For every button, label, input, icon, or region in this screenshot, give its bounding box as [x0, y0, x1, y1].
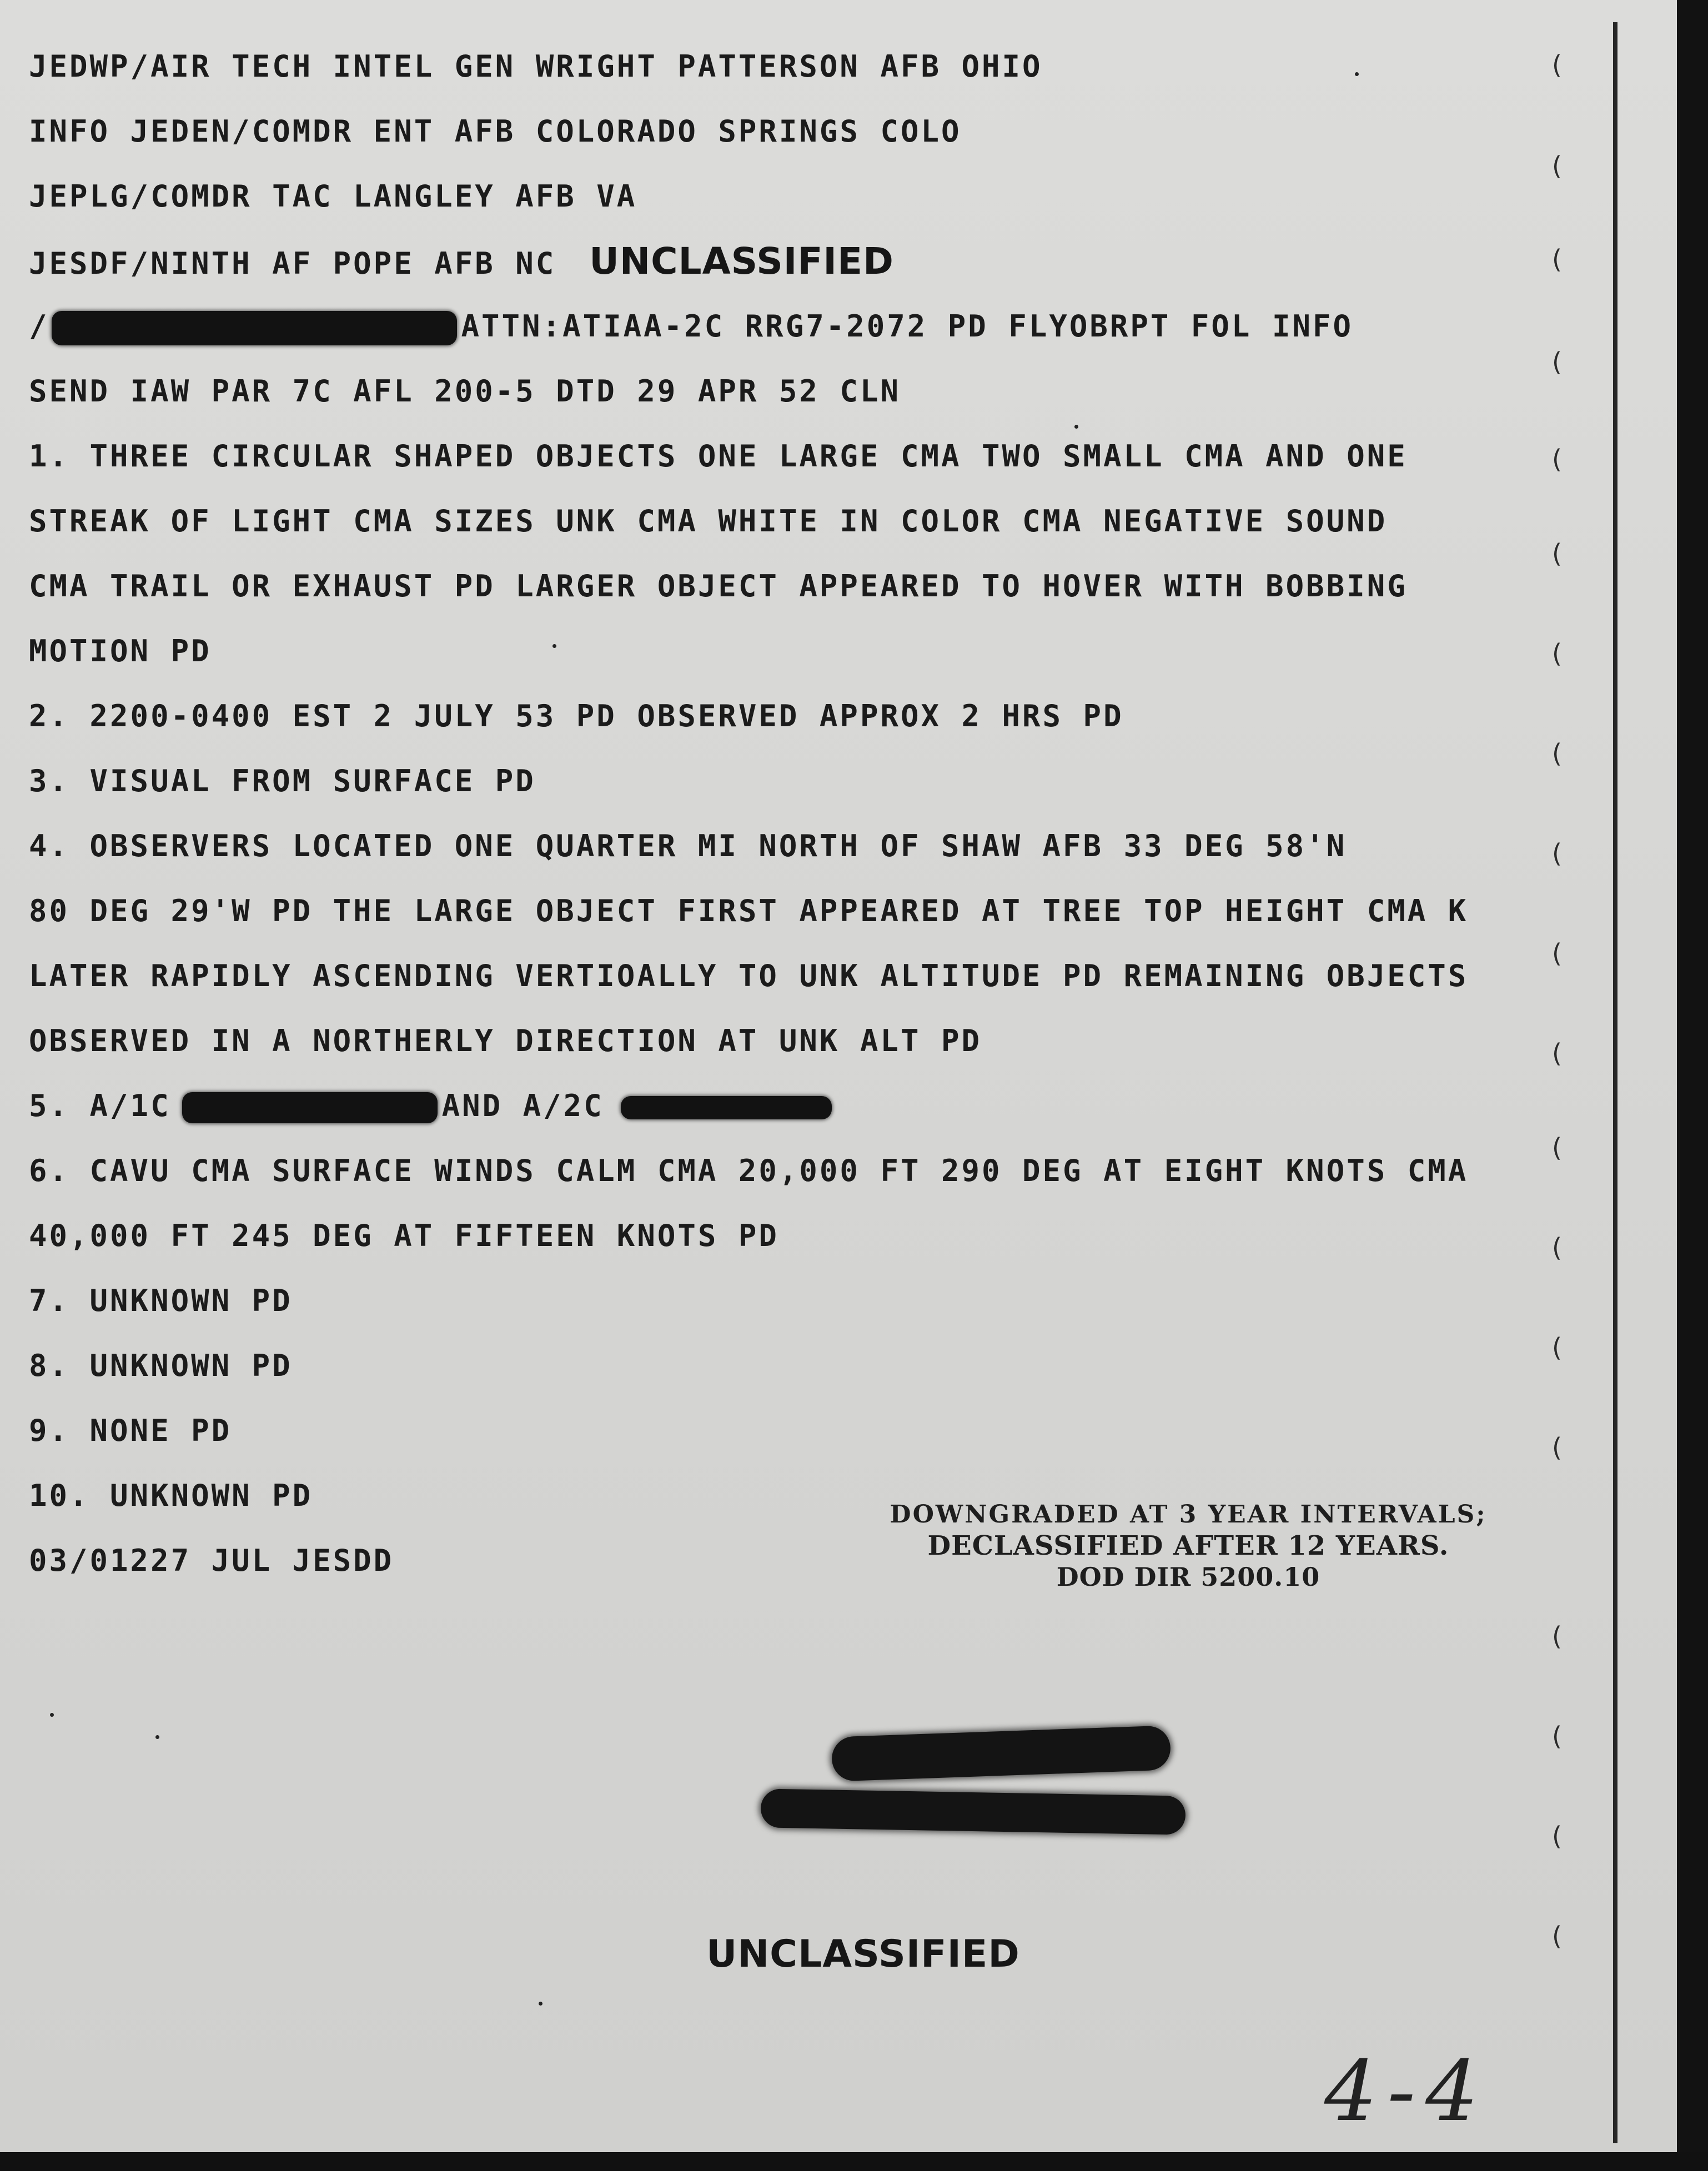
line-text: ATTN:ATIAA-2C RRG7-2072 PD FLYOBRPT FOL INFO [461, 309, 1353, 344]
line-text: SEND IAW PAR 7C AFL 200-5 DTD 29 APR 52 CLN [29, 374, 901, 409]
line-text: JESDF/NINTH AF POPE AFB NC [29, 246, 556, 281]
stray-dot [50, 1713, 54, 1717]
line-text: 8. UNKNOWN PD [29, 1348, 293, 1383]
line-text: CMA TRAIL OR EXHAUST PD LARGER OBJECT APPEARED TO HOVER WITH BOBBING [29, 569, 1408, 604]
message-line [29, 304, 1353, 349]
message-line [29, 824, 1347, 868]
message-line [29, 889, 1468, 933]
line-text: 2. 2200-0400 EST 2 JULY 53 PD OBSERVED APPROX 2 HRS PD [29, 698, 1124, 733]
handwritten-page-number: 4-4 [1324, 2043, 1489, 2140]
stray-dot [1074, 425, 1078, 429]
line-text: 03/01227 JUL JESDD [29, 1543, 394, 1578]
line-text: 10. UNKNOWN PD [29, 1478, 313, 1513]
message-line [29, 499, 1387, 544]
message-line [29, 109, 962, 154]
line-text: 80 DEG 29'W PD THE LARGE OBJECT FIRST APPEARED AT TREE TOP HEIGHT CMA K [29, 893, 1469, 928]
classification-stamp: UNCLASSIFIED [589, 240, 894, 283]
message-line [29, 629, 212, 674]
message-line [29, 44, 1043, 89]
message-line [29, 954, 1468, 998]
scan-border [0, 2152, 1708, 2171]
line-text: 6. CAVU CMA SURFACE WINDS CALM CMA 20,000 FT 290 DEG AT EIGHT KNOTS CMA [29, 1153, 1469, 1188]
stamp-line: DOWNGRADED AT 3 YEAR INTERVALS; [890, 1500, 1487, 1529]
redaction-bar [831, 1725, 1171, 1781]
message-line [29, 1214, 779, 1258]
line-text: 7. UNKNOWN PD [29, 1283, 293, 1318]
line-text: 1. THREE CIRCULAR SHAPED OBJECTS ONE LARGE CMA TWO SMALL CMA AND ONE [29, 439, 1408, 474]
stray-dot [1355, 72, 1359, 76]
stray-dot [155, 1735, 159, 1739]
line-text: LATER RAPIDLY ASCENDING VERTIOALLY TO UNK ALTITUDE PD REMAINING OBJECTS [29, 958, 1469, 993]
message-line [29, 1279, 293, 1323]
line-text: 5. A/1C [29, 1088, 171, 1123]
message-line [29, 1149, 1468, 1193]
stamp-line: DOD DIR 5200.10 [1056, 1562, 1320, 1592]
line-text: STREAK OF LIGHT CMA SIZES UNK CMA WHITE IN COLOR CMA NEGATIVE SOUND [29, 504, 1388, 539]
line-text: 4. OBSERVERS LOCATED ONE QUARTER MI NORTH OF SHAW AFB 33 DEG 58'N [29, 828, 1347, 863]
message-line [29, 694, 1124, 738]
scan-border [1677, 0, 1708, 2171]
stamp-line: DECLASSIFIED AFTER 12 YEARS. [927, 1530, 1449, 1561]
frame-edge [1613, 22, 1617, 2143]
line-text: 9. NONE PD [29, 1413, 232, 1448]
line-text: MOTION PD [29, 634, 212, 669]
message-line [29, 174, 637, 219]
redaction-bar [621, 1096, 832, 1119]
redaction-bar [760, 1788, 1185, 1835]
line-text: 3. VISUAL FROM SURFACE PD [29, 763, 536, 798]
message-line [29, 1409, 232, 1453]
message-line [29, 1344, 293, 1388]
message-line [29, 369, 901, 414]
message-line [29, 759, 536, 803]
redaction-bar [182, 1092, 438, 1123]
classification-stamp-bottom: UNCLASSIFIED [706, 1932, 1020, 1976]
message-line [29, 434, 1408, 479]
line-prefix: / [29, 309, 49, 344]
message-line [29, 1474, 313, 1518]
line-text: JEDWP/AIR TECH INTEL GEN WRIGHT PATTERSON AFB OHIO [29, 49, 1043, 84]
message-line [29, 1019, 982, 1063]
downgrade-stamp [883, 1499, 1494, 1592]
message-line [29, 1084, 832, 1128]
margin-punch-marks: ( ( ( ( ( ( ( ( ( ( ( ( ( ( ( ( ( ( ( [1552, 50, 1562, 1951]
message-line [29, 239, 894, 284]
line-text-continued: AND A/2C [441, 1088, 604, 1123]
stray-dot [539, 2002, 542, 2006]
line-text: JEPLG/COMDR TAC LANGLEY AFB VA [29, 179, 637, 214]
message-line [29, 1539, 394, 1583]
line-text: INFO JEDEN/COMDR ENT AFB COLORADO SPRINGS COLO [29, 114, 962, 149]
stray-dot [552, 644, 556, 648]
line-text: OBSERVED IN A NORTHERLY DIRECTION AT UNK ALT PD [29, 1023, 982, 1058]
message-line [29, 564, 1408, 609]
redaction-bar [52, 311, 457, 345]
line-text: 40,000 FT 245 DEG AT FIFTEEN KNOTS PD [29, 1218, 779, 1253]
